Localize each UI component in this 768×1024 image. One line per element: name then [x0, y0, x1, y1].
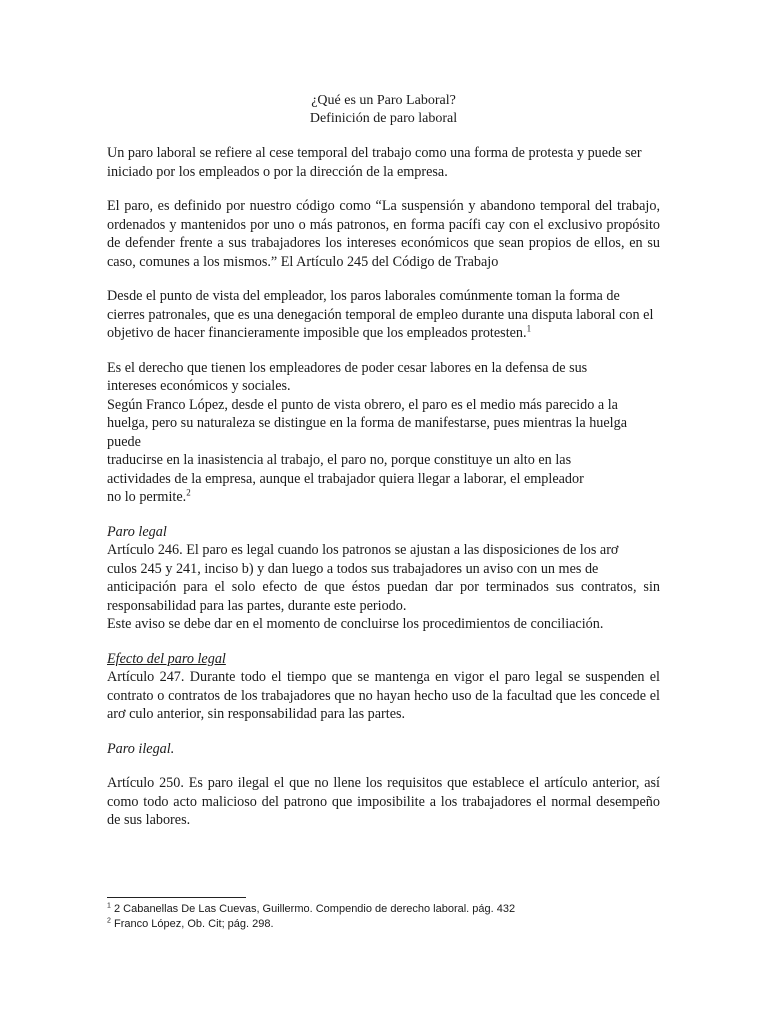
- title-line-1: ¿Qué es un Paro Laboral?: [311, 93, 456, 108]
- footnote-ref-2: 2: [186, 487, 191, 498]
- article-246-rest: anticipación para el solo efecto de que éstos puedan dar por terminados sus contratos, sin responsabilidad para las partes, durante este periodo.: [107, 579, 660, 614]
- intro-paragraph: Un paro laboral se refiere al cese temporal del trabajo como una forma de protesta y puede ser iniciado por los empleados o por la dirección de la empresa.: [107, 145, 642, 180]
- article-246-line-1: Artículo 246. El paro es legal cuando los patronos se ajustan a las disposiciones de los arơ: [107, 542, 619, 558]
- efecto-heading: Efecto del paro legal: [107, 650, 226, 667]
- footnote-1-text: 2 Cabanellas De Las Cuevas, Guillermo. Compendio de derecho laboral. pág. 432: [113, 903, 516, 915]
- footnote-2: [107, 917, 660, 932]
- title-line-2: Definición de paro laboral: [309, 111, 458, 126]
- franco-line-1: Según Franco López, desde el punto de vista obrero, el paro es el medio más parecido a la: [107, 396, 618, 413]
- franco-line-4: traducirse en la inasistencia al trabajo, el paro no, porque constituye un alto en las: [107, 452, 572, 468]
- footnote-1-mark: 1: [107, 902, 111, 910]
- footnote-divider: [107, 897, 246, 898]
- document-title: [107, 92, 660, 128]
- right-paragraph: [107, 359, 660, 507]
- franco-line-5: actividades de la empresa, aunque el trabajador quiera llegar a laborar, el empleador: [107, 470, 584, 487]
- employer-view-paragraph: [107, 287, 660, 343]
- right-line-2: intereses económicos y sociales.: [107, 378, 291, 394]
- franco-line-3: puede: [107, 433, 141, 450]
- right-line-1: Es el derecho que tienen los empleadores de poder cesar labores en la defensa de sus: [107, 359, 588, 376]
- article-250: Artículo 250. Es paro ilegal el que no llene los requisitos que establece el artículo anterior, así como todo acto malicioso del patrono que imposibilite a los trabajadores el normal desempeño de sus labores.: [107, 775, 660, 828]
- footnote-ref-1: 1: [526, 323, 532, 334]
- employer-view-text: Desde el punto de vista del empleador, los paros laborales comúnmente toman la forma de cierres patronales, que es una denegación temporal de empleo durante una disputa laboral con el objetivo de hacer financieramente imposible que los empleados protesten.: [107, 288, 654, 341]
- document-page: [107, 92, 660, 830]
- franco-line-6: no lo permite.: [107, 489, 187, 505]
- footnote-2-mark: 2: [107, 917, 111, 925]
- aviso-paragraph: Este aviso se debe dar en el momento de concluirse los procedimientos de conciliación.: [107, 616, 604, 632]
- footnote-2-text: Franco López, Ob. Cit; pág. 298.: [113, 918, 274, 930]
- footnotes: [107, 902, 660, 932]
- article-246: [107, 541, 660, 578]
- paro-legal-heading: Paro legal: [107, 523, 167, 540]
- article-246-line-2: culos 245 y 241, inciso b) y dan luego a todos sus trabajadores un aviso con un mes de: [107, 560, 599, 577]
- paro-ilegal-heading: Paro ilegal.: [107, 740, 175, 757]
- footnote-1: [107, 902, 660, 917]
- definition-paragraph: El paro, es definido por nuestro código como “La suspensión y abandono temporal del trabajo, ordenados y mantenidos por uno o más patronos, en forma pacífi cay con el exclusivo propósito de defender frente a sus trabajadores los intereses económicos que sean propios de ellos, en su caso, comunes a los mismos.” El Artículo 245 del Código de Trabajo: [107, 198, 660, 270]
- franco-line-2: huelga, pero su naturaleza se distingue en la forma de manifestarse, pues mientras la huelga: [107, 415, 628, 431]
- article-247: Artículo 247. Durante todo el tiempo que se mantenga en vigor el paro legal se suspenden el contrato o contratos de los trabajadores que no hayan hecho uso de la facultad que les concede el arơ culo anterior, sin responsabilidad para las partes.: [107, 669, 660, 722]
